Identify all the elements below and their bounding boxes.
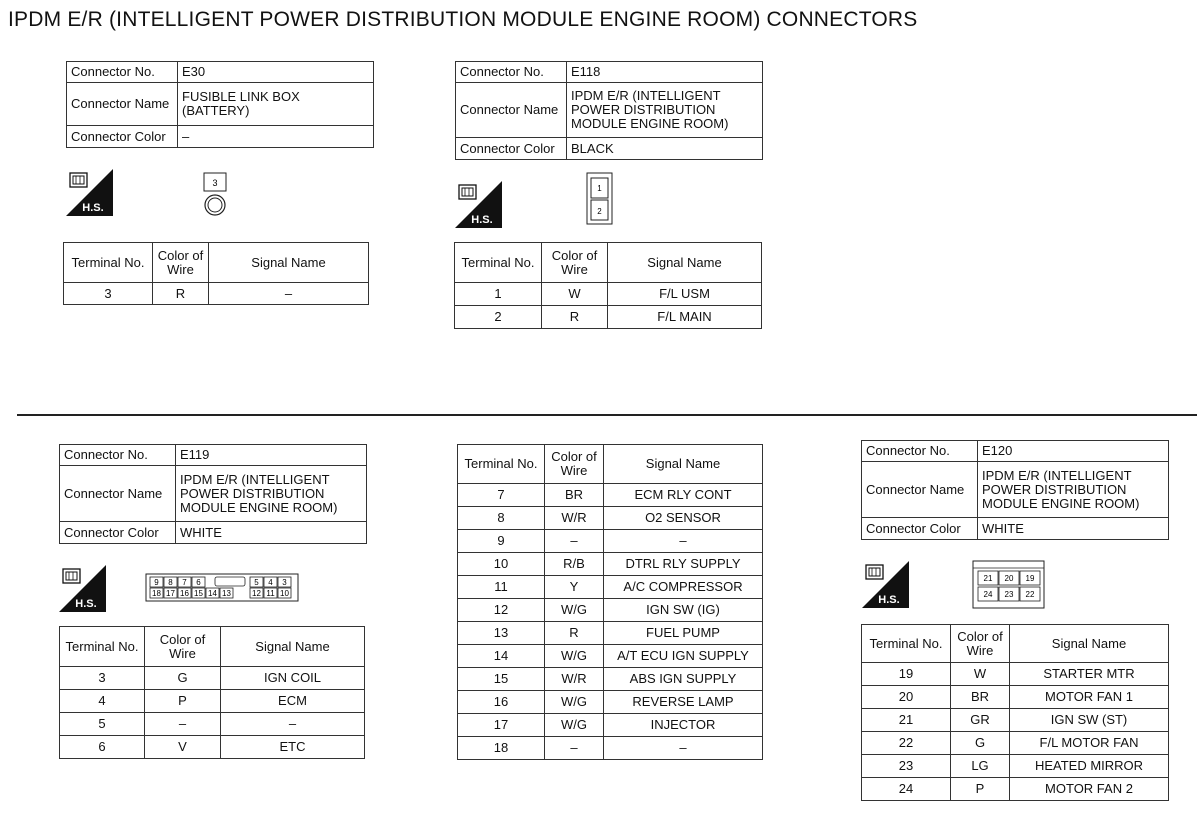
e119-pin-label: 4 (268, 578, 273, 587)
color-header-line: Color of (157, 247, 204, 263)
wire-color-cell: P (951, 778, 1010, 801)
e120-pin-label: 19 (1025, 574, 1035, 583)
signal-cell: STARTER MTR (1010, 663, 1169, 686)
e30-terminal-table (63, 242, 369, 305)
wire-color-cell: LG (951, 755, 1010, 778)
e119-info-table (59, 444, 367, 544)
e120-connector-diagram (972, 560, 1046, 610)
signal-cell: FUEL PUMP (604, 622, 763, 645)
terminal-cell: 11 (458, 576, 545, 599)
e119-name-line: MODULE ENGINE ROOM) (180, 499, 338, 515)
terminal-cell: 7 (458, 484, 545, 507)
terminal-cell: 14 (458, 645, 545, 668)
e119-pin-label: 18 (152, 589, 161, 598)
terminal-cell: 10 (458, 553, 545, 576)
color-header-line: Wire (169, 645, 196, 661)
connector-name-label: Connector Name (67, 83, 178, 126)
connector-no-label: Connector No. (67, 62, 178, 83)
terminal-no-header: Terminal No. (862, 625, 951, 663)
e119-terminal-table-continued (457, 444, 763, 760)
e118-connector-no: E118 (567, 62, 763, 83)
color-header-line: Wire (966, 642, 994, 658)
e118-connector-name (567, 83, 763, 138)
connector-no-label: Connector No. (60, 445, 176, 466)
e120-terminal-table (861, 624, 1169, 801)
terminal-cell: 2 (455, 306, 542, 329)
wire-color-cell: G (951, 732, 1010, 755)
wire-color-cell: R/B (545, 553, 604, 576)
terminal-cell: 13 (458, 622, 545, 645)
e119-pin-label: 17 (166, 589, 175, 598)
harness-side-icon (455, 181, 502, 228)
e30-connector-diagram (200, 172, 230, 216)
signal-cell: O2 SENSOR (604, 507, 763, 530)
color-header-line: Wire (167, 261, 194, 277)
e120-connector-no: E120 (978, 441, 1169, 462)
signal-cell: IGN SW (IG) (604, 599, 763, 622)
e119-name-line: POWER DISTRIBUTION (180, 485, 325, 501)
e119-connector-color: WHITE (176, 522, 367, 544)
wire-color-cell: W/G (545, 645, 604, 668)
e119-pin-label: 5 (254, 578, 259, 587)
connector-color-label: Connector Color (60, 522, 176, 544)
terminal-cell: 21 (862, 709, 951, 732)
signal-cell: MOTOR FAN 1 (1010, 686, 1169, 709)
signal-cell: INJECTOR (604, 714, 763, 737)
color-of-wire-header (545, 445, 604, 484)
connector-no-label: Connector No. (862, 441, 978, 462)
e120-pin-label: 20 (1004, 574, 1014, 583)
page-title: IPDM E/R (INTELLIGENT POWER DISTRIBUTION MODULE ENGINE ROOM) CONNECTORS (8, 8, 918, 31)
e118-name-line: IPDM E/R (INTELLIGENT (571, 88, 721, 103)
section-divider (17, 414, 1197, 416)
e120-name-line: MODULE ENGINE ROOM) (982, 495, 1140, 511)
e119-pin-label: 10 (280, 589, 289, 598)
e119-connector-name (176, 466, 367, 522)
wire-color-cell: – (545, 737, 604, 760)
wire-color-cell: W/R (545, 668, 604, 691)
signal-cell: – (209, 283, 369, 305)
wire-color-cell: G (145, 667, 221, 690)
terminal-cell: 22 (862, 732, 951, 755)
e119-pin-label: 9 (154, 578, 159, 587)
wire-color-cell: W/G (545, 714, 604, 737)
e118-terminal-table (454, 242, 762, 329)
color-of-wire-header (145, 627, 221, 667)
e120-pin-label: 21 (983, 574, 993, 583)
signal-cell: – (604, 737, 763, 760)
terminal-cell: 17 (458, 714, 545, 737)
terminal-no-header: Terminal No. (60, 627, 145, 667)
e119-pin-label: 12 (252, 589, 261, 598)
wire-color-cell: W (951, 663, 1010, 686)
e120-connector-color: WHITE (978, 518, 1169, 540)
wire-color-cell: W/G (545, 599, 604, 622)
signal-cell: – (221, 713, 365, 736)
e30-pin-label: 3 (212, 178, 218, 188)
e119-pin-label: 11 (266, 589, 275, 598)
connector-name-label: Connector Name (456, 83, 567, 138)
signal-cell: – (604, 530, 763, 553)
color-of-wire-header (153, 243, 209, 283)
wire-color-cell: R (153, 283, 209, 305)
e118-pin-label: 2 (597, 207, 602, 216)
wire-color-cell: R (542, 306, 608, 329)
e30-connector-name (178, 83, 374, 126)
hs-label: H.S. (82, 202, 104, 214)
e30-name-line: (BATTERY) (182, 103, 250, 118)
e30-info-table (66, 61, 374, 148)
signal-cell: ETC (221, 736, 365, 759)
terminal-no-header: Terminal No. (455, 243, 542, 283)
terminal-cell: 23 (862, 755, 951, 778)
e119-pin-label: 7 (182, 578, 187, 587)
signal-cell: ECM (221, 690, 365, 713)
terminal-no-header: Terminal No. (64, 243, 153, 283)
e119-name-line: IPDM E/R (INTELLIGENT (180, 471, 330, 487)
terminal-cell: 24 (862, 778, 951, 801)
color-header-line: Color of (551, 247, 598, 263)
e119-pin-label: 8 (168, 578, 173, 587)
signal-name-header: Signal Name (1010, 625, 1169, 663)
connector-color-label: Connector Color (67, 126, 178, 148)
wire-color-cell: R (545, 622, 604, 645)
wire-color-cell: P (145, 690, 221, 713)
signal-name-header: Signal Name (608, 243, 762, 283)
e119-terminal-table (59, 626, 365, 759)
signal-cell: DTRL RLY SUPPLY (604, 553, 763, 576)
color-header-line: Color of (551, 449, 597, 464)
terminal-cell: 9 (458, 530, 545, 553)
terminal-cell: 20 (862, 686, 951, 709)
wire-color-cell: GR (951, 709, 1010, 732)
terminal-cell: 19 (862, 663, 951, 686)
e30-name-line: FUSIBLE LINK BOX (182, 89, 300, 104)
color-of-wire-header (542, 243, 608, 283)
terminal-cell: 6 (60, 736, 145, 759)
signal-name-header: Signal Name (221, 627, 365, 667)
e120-name-line: IPDM E/R (INTELLIGENT (982, 467, 1132, 483)
wire-color-cell: – (545, 530, 604, 553)
connector-no-label: Connector No. (456, 62, 567, 83)
terminal-cell: 5 (60, 713, 145, 736)
color-header-line: Wire (560, 463, 588, 478)
e120-info-table (861, 440, 1169, 540)
wire-color-cell: W (542, 283, 608, 306)
e120-connector-name (978, 462, 1169, 518)
e30-connector-color: – (178, 126, 374, 148)
e119-connector-diagram (145, 573, 299, 603)
terminal-cell: 16 (458, 691, 545, 714)
wire-color-cell: BR (545, 484, 604, 507)
e118-name-line: POWER DISTRIBUTION (571, 102, 716, 117)
e118-connector-diagram (585, 172, 615, 226)
terminal-cell: 3 (64, 283, 153, 305)
harness-side-icon (862, 561, 909, 608)
signal-cell: IGN SW (ST) (1010, 709, 1169, 732)
e118-connector-color: BLACK (567, 138, 763, 160)
e120-name-line: POWER DISTRIBUTION (982, 481, 1127, 497)
e119-pin-label: 3 (282, 578, 287, 587)
e30-connector-no: E30 (178, 62, 374, 83)
e120-pin-label: 23 (1004, 590, 1014, 599)
connector-color-label: Connector Color (456, 138, 567, 160)
terminal-cell: 18 (458, 737, 545, 760)
signal-cell: A/T ECU IGN SUPPLY (604, 645, 763, 668)
terminal-cell: 4 (60, 690, 145, 713)
e119-pin-label: 6 (196, 578, 201, 587)
wire-color-cell: W/G (545, 691, 604, 714)
signal-cell: IGN COIL (221, 667, 365, 690)
e120-pin-label: 22 (1025, 590, 1035, 599)
signal-cell: A/C COMPRESSOR (604, 576, 763, 599)
terminal-cell: 8 (458, 507, 545, 530)
wire-color-cell: BR (951, 686, 1010, 709)
wire-color-cell: V (145, 736, 221, 759)
signal-name-header: Signal Name (604, 445, 763, 484)
harness-side-icon (59, 565, 106, 612)
terminal-cell: 3 (60, 667, 145, 690)
hs-label: H.S. (75, 598, 97, 610)
signal-cell: MOTOR FAN 2 (1010, 778, 1169, 801)
wire-color-cell: – (145, 713, 221, 736)
hs-label: H.S. (471, 214, 493, 226)
e118-name-line: MODULE ENGINE ROOM) (571, 116, 729, 131)
terminal-cell: 12 (458, 599, 545, 622)
wire-color-cell: Y (545, 576, 604, 599)
signal-cell: ABS IGN SUPPLY (604, 668, 763, 691)
e119-pin-label: 13 (222, 589, 231, 598)
connector-name-label: Connector Name (60, 466, 176, 522)
color-of-wire-header (951, 625, 1010, 663)
color-header-line: Color of (957, 628, 1003, 644)
hs-label: H.S. (878, 594, 900, 606)
signal-name-header: Signal Name (209, 243, 369, 283)
e119-pin-label: 15 (194, 589, 203, 598)
e120-pin-label: 24 (983, 590, 993, 599)
color-header-line: Wire (561, 261, 588, 277)
e119-connector-no: E119 (176, 445, 367, 466)
terminal-cell: 15 (458, 668, 545, 691)
e118-pin-label: 1 (597, 184, 602, 193)
terminal-no-header: Terminal No. (458, 445, 545, 484)
signal-cell: HEATED MIRROR (1010, 755, 1169, 778)
connector-color-label: Connector Color (862, 518, 978, 540)
e119-pin-label: 16 (180, 589, 189, 598)
color-header-line: Color of (159, 631, 206, 647)
signal-cell: REVERSE LAMP (604, 691, 763, 714)
signal-cell: ECM RLY CONT (604, 484, 763, 507)
signal-cell: F/L MOTOR FAN (1010, 732, 1169, 755)
signal-cell: F/L MAIN (608, 306, 762, 329)
wire-color-cell: W/R (545, 507, 604, 530)
terminal-cell: 1 (455, 283, 542, 306)
e118-info-table (455, 61, 763, 160)
signal-cell: F/L USM (608, 283, 762, 306)
e119-pin-label: 14 (208, 589, 217, 598)
harness-side-icon (66, 169, 113, 216)
connector-name-label: Connector Name (862, 462, 978, 518)
